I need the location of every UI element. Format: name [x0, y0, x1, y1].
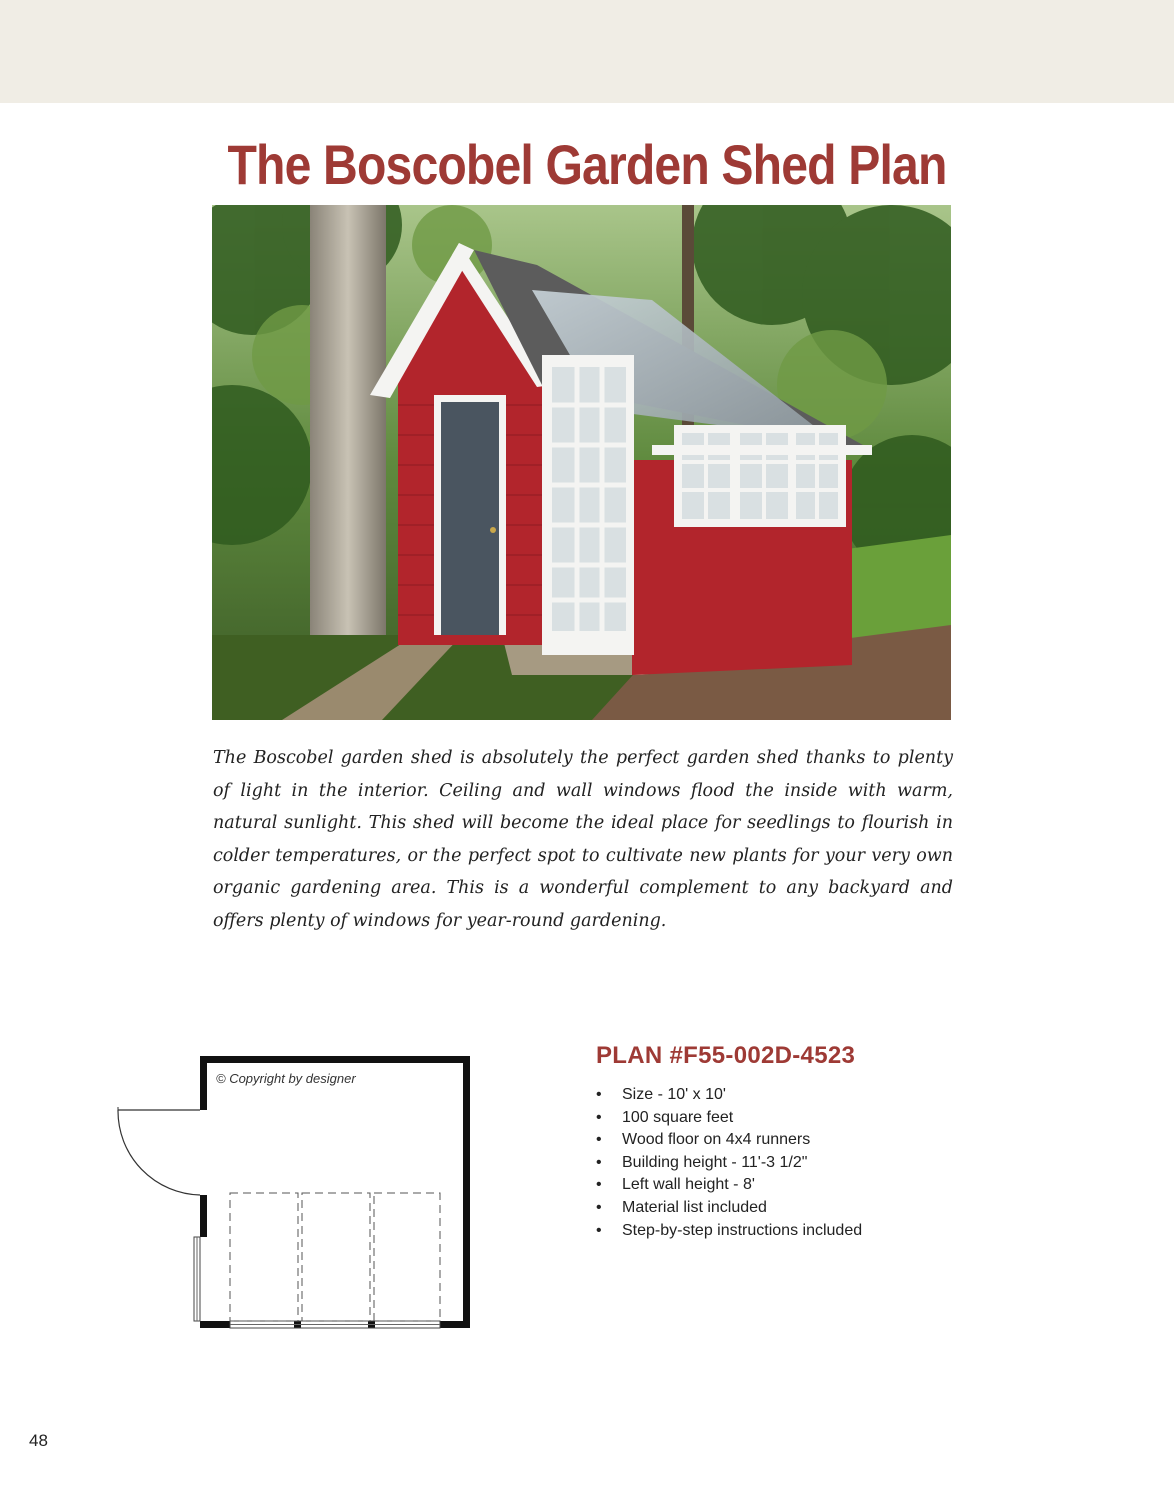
spec-item-instructions: • Step-by-step instructions included [596, 1220, 862, 1243]
spec-item-building-height: • Building height - 11'-3 1/2" [596, 1152, 862, 1175]
shed-photo [212, 205, 951, 720]
spec-item-wall-height: • Left wall height - 8' [596, 1174, 862, 1197]
floor-plan-diagram [110, 1050, 480, 1340]
plan-number: PLAN #F55-002D-4523 [596, 1042, 856, 1069]
spec-item-size: • Size - 10' x 10' [596, 1084, 862, 1107]
page-title: The Boscobel Garden Shed Plan [227, 133, 947, 196]
spec-item-floor: • Wood floor on 4x4 runners [596, 1129, 862, 1152]
spec-item-area: • 100 square feet [596, 1107, 862, 1130]
shed-description: The Boscobel garden shed is absolutely the perfect garden shed thanks to plenty of light in the interior. Ceiling and wall windows flood the inside with warm, natural sunlight. This shed will become the ideal place for seedlings to flourish in colder temperatures, or the perfect spot to cultivate new plants for your very own organic gardening area. This is a wonderful complement to any backyard and offers plenty of windows for year-round gardening. [213, 748, 953, 931]
top-band [0, 0, 1174, 103]
page-number: 48 [29, 1431, 48, 1450]
spec-item-material-list: • Material list included [596, 1197, 862, 1220]
copyright-note: © Copyright by designer [216, 1071, 356, 1086]
spec-list [596, 1084, 862, 1242]
